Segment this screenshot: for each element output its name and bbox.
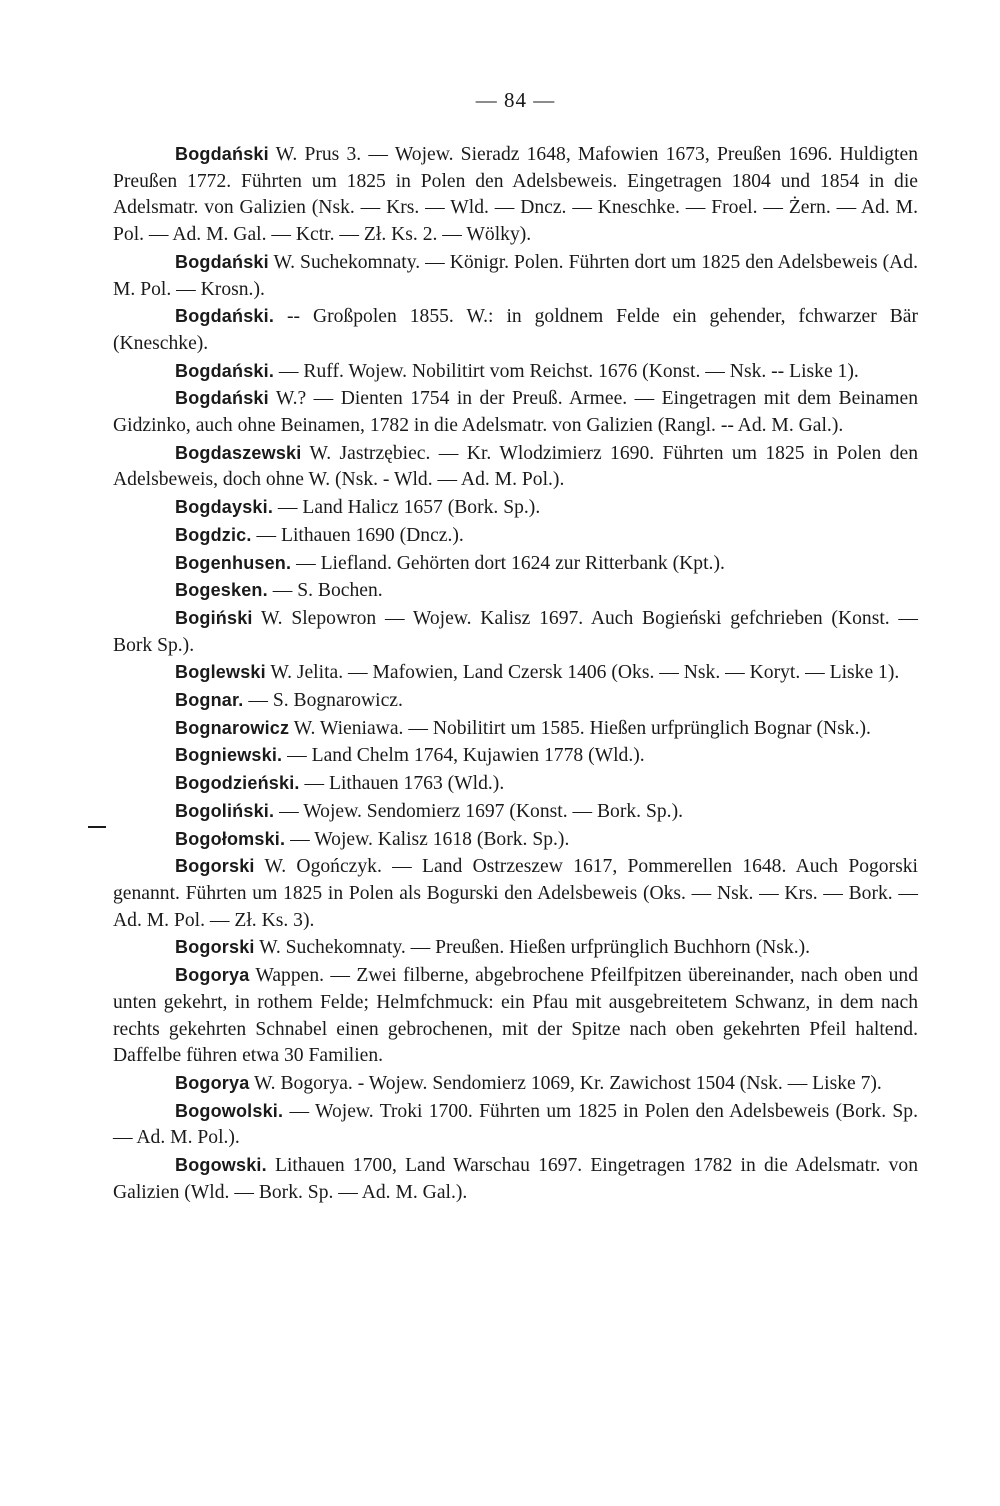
entry-name: Bogołomski.	[175, 828, 286, 849]
entry-name: Bognarowicz	[175, 717, 290, 738]
entry	[113, 798, 918, 826]
entry-text: — Lithauen 1763 (Wld.).	[299, 773, 505, 795]
entry-name: Bogorya	[175, 1072, 250, 1093]
entry-text: W. Slepowron — Wojew. Kalisz 1697. Auch Bogieński gefchrieben (Konst. — Bork Sp.).	[113, 607, 918, 656]
entry	[113, 358, 918, 386]
entry-text: W.? — Dienten 1754 in der Preuß. Armee. — Eingetragen mit dem Beinamen Gidzinko, auch ohne Beinamen, 1782 in die Adelsmatr. von Galizien (Rangl. -- Ad. M. Gal.).	[113, 388, 918, 437]
entry	[113, 962, 918, 1070]
margin-dash-mark	[88, 826, 106, 828]
entry	[113, 141, 918, 249]
entry-text: — Wojew. Troki 1700. Führten um 1825 in Polen den Adelsbeweis (Bork. Sp. — Ad. M. Pol.).	[113, 1100, 918, 1149]
entry	[113, 1152, 918, 1206]
entry-text: — Land Halicz 1657 (Bork. Sp.).	[273, 497, 541, 519]
entry-name: Bogdański	[175, 388, 269, 409]
entry-text: -- Großpolen 1855. W.: in goldnem Felde ein gehender, fchwarzer Bär (Kneschke).	[113, 306, 918, 354]
entry-text: W. Suchekomnaty. — Preußen. Hießen urfprünglich Buchhorn (Nsk.).	[254, 937, 811, 959]
entry-name: Boglewski	[175, 662, 266, 683]
entry-text: W. Bogorya. - Wojew. Sendomierz 1069, Kr. Zawichost 1504 (Nsk. — Liske 7).	[249, 1072, 882, 1094]
entry-name: Bogdzic.	[175, 524, 252, 545]
entry-text: — S. Bochen.	[267, 580, 383, 602]
entry-name: Bogniewski.	[175, 745, 283, 766]
entry-name: Bogdański	[175, 144, 269, 164]
entry-text: — S. Bognarowicz.	[243, 690, 403, 712]
entry-text: W. Wieniawa. — Nobilitirt um 1585. Hießen urfprünglich Bognar (Nsk.).	[289, 717, 871, 739]
entry-name: Bogorski	[175, 937, 255, 958]
entry-text: W. Jelita. — Mafowien, Land Czersk 1406 (Oks. — Nsk. — Koryt. — Liske 1).	[265, 662, 900, 684]
entry	[113, 1098, 918, 1152]
entry	[113, 742, 918, 770]
entry	[113, 385, 918, 439]
entry-text: — Land Chelm 1764, Kujawien 1778 (Wld.).	[282, 745, 645, 767]
entry	[113, 577, 918, 605]
entry-name: Bogdański.	[175, 306, 275, 327]
entry	[113, 659, 918, 687]
entry-text: W. Suchekomnaty. — Königr. Polen. Führten dort um 1825 den Adelsbeweis (Ad. M. Pol. — Krosn.).	[113, 251, 918, 300]
entry-list	[113, 141, 918, 1206]
entry-text: W. Ogończyk. — Land Ostrzeszew 1617, Pommerellen 1648. Auch Pogorski genannt. Führten um 1825 in Polen als Bogurski den Adelsbeweis (Oks. — Nsk. — Krs. — Bork. — Ad. M. Pol. — Zł. Ks. 3).	[113, 856, 918, 931]
entry-name: Bogdański.	[175, 360, 275, 381]
entry-text: — Wojew. Kalisz 1618 (Bork. Sp.).	[285, 828, 570, 850]
entry-name: Bogdański	[175, 251, 269, 272]
entry	[113, 550, 918, 578]
entry-name: Bogodzieński.	[175, 773, 300, 794]
entry	[113, 440, 918, 494]
entry	[113, 303, 918, 357]
entry	[113, 853, 918, 934]
entry-text: Lithauen 1700, Land Warschau 1697. Eingetragen 1782 in die Adelsmatr. von Galizien (Wld. — Bork. Sp. — Ad. M. Gal.).	[113, 1155, 918, 1203]
entry	[113, 770, 918, 798]
entry-text: W. Jastrzębiec. — Kr. Wlodzimierz 1690. Führten um 1825 in Polen den Adelsbeweis, doch ohne W. (Nsk. - Wld. — Ad. M. Pol.).	[113, 442, 918, 491]
page-number: — 84 —	[475, 88, 556, 112]
entry	[113, 826, 918, 854]
entry-text: — Ruff. Wojew. Nobilitirt vom Reichst. 1676 (Konst. — Nsk. -- Liske 1).	[274, 360, 859, 382]
entry-name: Bogorski	[175, 856, 255, 877]
entry	[113, 687, 918, 715]
entry-text: — Liefland. Gehörten dort 1624 zur Ritterbank (Kpt.).	[291, 552, 725, 574]
entry-text: — Wojew. Sendomierz 1697 (Konst. — Bork. Sp.).	[274, 800, 683, 822]
entry-name: Bogowski.	[175, 1155, 267, 1176]
entry-name: Bogoliński.	[175, 800, 275, 821]
entry	[113, 934, 918, 962]
entry-name: Bognar.	[175, 690, 244, 711]
book-page	[113, 0, 918, 1506]
entry	[113, 1070, 918, 1098]
entry-name: Bogorya	[175, 965, 250, 986]
entry	[113, 522, 918, 550]
entry	[113, 249, 918, 303]
entry-name: Bogiński	[175, 607, 253, 628]
entry-name: Bogenhusen.	[175, 552, 292, 573]
entry	[113, 715, 918, 743]
entry-text: W. Prus 3. — Wojew. Sieradz 1648, Mafowien 1673, Preußen 1696. Huldigten Preußen 1772. Führten um 1825 in Polen den Adelsbeweis. Eingetragen 1804 und 1854 in die Adelsmatr. von Galizien (Nsk. — Krs. — Wld. — Dncz. — Kneschke. — Froel. — Żern. — Ad. M. Pol. — Ad. M. Gal. — Kctr. — Zł. Ks. 2. — Wölky).	[113, 144, 918, 246]
entry-text: — Lithauen 1690 (Dncz.).	[251, 524, 464, 546]
entry-name: Bogdaszewski	[175, 442, 302, 463]
entry-name: Bogowolski.	[175, 1100, 284, 1121]
entry-name: Bogdayski.	[175, 497, 274, 518]
entry	[113, 494, 918, 522]
entry-name: Bogesken.	[175, 580, 268, 601]
entry-text: Wappen. — Zwei filberne, abgebrochene Pfeilfpitzen übereinander, nach oben und unten gekehrt, in rothem Felde; Helmfchmuck: ein Pfau mit ausgebreitetem Schwanz, in dem nach rechts gekehrten Schnabel einen gebrochenen, mit der Spitze nach oben gekehrten Pfeil haltend. Daffelbe führen etwa 30 Familien.	[113, 965, 918, 1067]
entry	[113, 605, 918, 659]
